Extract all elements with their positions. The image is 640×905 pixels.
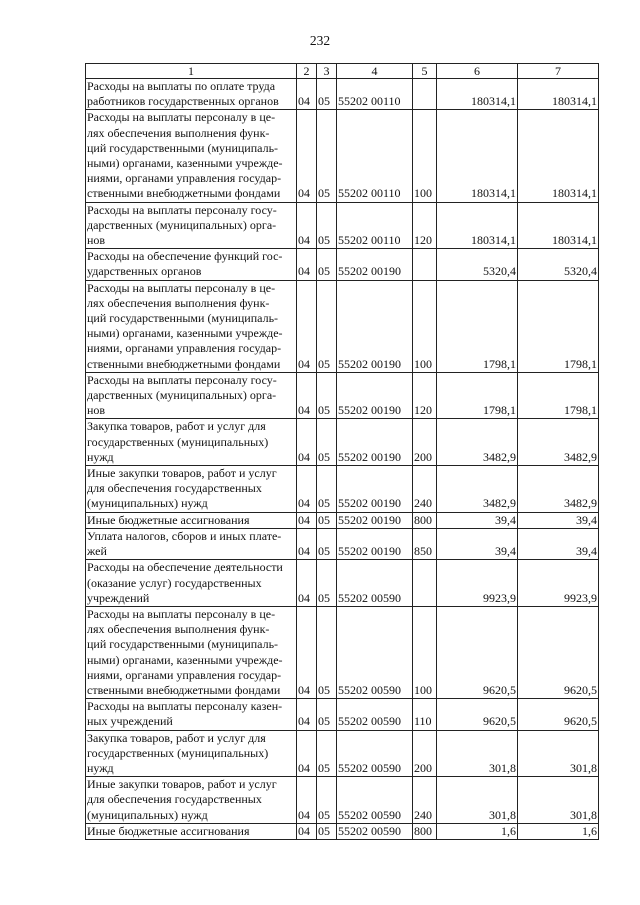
amount-cell: 39,4 <box>518 512 599 528</box>
amount-cell: 3482,9 <box>437 466 518 513</box>
row-name-line: Расходы на обеспечение деятельности <box>87 560 283 575</box>
table-row <box>86 280 599 372</box>
subsection-cell: 05 <box>317 606 337 698</box>
expense-type-cell: 100 <box>413 280 437 372</box>
amount-cell: 180314,1 <box>437 79 518 110</box>
subsection-cell: 05 <box>317 110 337 202</box>
row-name-line: лях обеспечения выполнения функ- <box>87 622 270 637</box>
section-cell: 04 <box>297 823 317 839</box>
row-name-line: ций государственными (муниципаль- <box>87 311 279 326</box>
amount-cell: 3482,9 <box>518 419 599 466</box>
amount-cell: 180314,1 <box>518 202 599 249</box>
amount-cell: 39,4 <box>518 528 599 559</box>
target-article-cell: 55202 00190 <box>337 466 413 513</box>
target-article-cell: 55202 00190 <box>337 280 413 372</box>
target-article-cell: 55202 00110 <box>337 79 413 110</box>
row-name-line: ций государственными (муниципаль- <box>87 637 279 652</box>
expense-type-cell: 120 <box>413 202 437 249</box>
amount-cell: 3482,9 <box>518 466 599 513</box>
target-article-cell: 55202 00190 <box>337 512 413 528</box>
row-name-line: ударственных органов <box>87 264 202 279</box>
table-row <box>86 606 599 698</box>
column-header: 7 <box>518 64 599 79</box>
row-name-line: Расходы на обеспечение функций гос- <box>87 249 283 264</box>
section-cell: 04 <box>297 699 317 730</box>
expense-type-cell: 240 <box>413 466 437 513</box>
row-name-line: Расходы на выплаты персоналу в це- <box>87 110 276 125</box>
amount-cell: 1798,1 <box>518 372 599 419</box>
row-name-line: дарственных (муниципальных) орга- <box>87 388 277 403</box>
row-name-line: Закупка товаров, работ и услуг для <box>87 419 266 434</box>
expense-type-cell: 800 <box>413 823 437 839</box>
column-header: 6 <box>437 64 518 79</box>
expense-type-cell: 100 <box>413 606 437 698</box>
expense-type-cell: 850 <box>413 528 437 559</box>
expense-type-cell: 240 <box>413 777 437 824</box>
row-name-line: нов <box>87 233 106 248</box>
row-name-line: ниями, органами управления государ- <box>87 341 282 356</box>
row-name-line: ниями, органами управления государ- <box>87 667 282 682</box>
table-row <box>86 419 599 466</box>
row-name-line: дарственных (муниципальных) орга- <box>87 217 277 232</box>
row-name-line: Иные закупки товаров, работ и услуг <box>87 466 277 481</box>
row-name-line: для обеспечения государственных <box>87 792 262 807</box>
amount-cell: 3482,9 <box>437 419 518 466</box>
target-article-cell: 55202 00590 <box>337 823 413 839</box>
row-name-line: Иные бюджетные ассигнования <box>87 823 250 838</box>
section-cell: 04 <box>297 777 317 824</box>
section-cell: 04 <box>297 79 317 110</box>
row-name-line: работников государственных органов <box>87 94 279 109</box>
section-cell: 04 <box>297 110 317 202</box>
budget-table <box>85 63 599 840</box>
table-row <box>86 372 599 419</box>
table-body <box>86 79 599 840</box>
row-name-cell <box>86 512 297 528</box>
amount-cell: 9923,9 <box>437 560 518 607</box>
amount-cell: 1,6 <box>437 823 518 839</box>
table-row <box>86 528 599 559</box>
row-name-line: ственными внебюджетными фондами <box>87 356 281 371</box>
row-name-line: для обеспечения государственных <box>87 481 262 496</box>
subsection-cell: 05 <box>317 699 337 730</box>
row-name-line: Расходы на выплаты персоналу госу- <box>87 372 277 387</box>
row-name-cell <box>86 699 297 730</box>
expense-type-cell: 800 <box>413 512 437 528</box>
row-name-line: жей <box>87 544 107 559</box>
target-article-cell: 55202 00590 <box>337 606 413 698</box>
amount-cell: 180314,1 <box>518 110 599 202</box>
section-cell: 04 <box>297 560 317 607</box>
expense-type-cell <box>413 560 437 607</box>
row-name-cell <box>86 372 297 419</box>
expense-type-cell: 200 <box>413 730 437 777</box>
amount-cell: 301,8 <box>518 777 599 824</box>
row-name-line: Расходы на выплаты персоналу казен- <box>87 699 283 714</box>
table-row <box>86 202 599 249</box>
subsection-cell: 05 <box>317 730 337 777</box>
row-name-cell <box>86 730 297 777</box>
section-cell: 04 <box>297 606 317 698</box>
amount-cell: 39,4 <box>437 528 518 559</box>
expense-type-cell: 100 <box>413 110 437 202</box>
section-cell: 04 <box>297 249 317 280</box>
section-cell: 04 <box>297 280 317 372</box>
table-row <box>86 249 599 280</box>
row-name-line: Закупка товаров, работ и услуг для <box>87 730 266 745</box>
row-name-line: Иные бюджетные ассигнования <box>87 512 250 527</box>
amount-cell: 9620,5 <box>437 606 518 698</box>
table-header-row <box>86 64 599 79</box>
amount-cell: 39,4 <box>437 512 518 528</box>
target-article-cell: 55202 00110 <box>337 202 413 249</box>
table-row <box>86 777 599 824</box>
amount-cell: 1798,1 <box>437 280 518 372</box>
amount-cell: 5320,4 <box>518 249 599 280</box>
amount-cell: 1,6 <box>518 823 599 839</box>
target-article-cell: 55202 00590 <box>337 699 413 730</box>
amount-cell: 9620,5 <box>518 699 599 730</box>
row-name-cell <box>86 249 297 280</box>
section-cell: 04 <box>297 512 317 528</box>
expense-type-cell: 200 <box>413 419 437 466</box>
amount-cell: 180314,1 <box>437 110 518 202</box>
row-name-cell <box>86 79 297 110</box>
row-name-line: ций государственными (муниципаль- <box>87 140 279 155</box>
subsection-cell: 05 <box>317 512 337 528</box>
row-name-line: лях обеспечения выполнения функ- <box>87 295 270 310</box>
row-name-line: нов <box>87 403 106 418</box>
row-name-line: (муниципальных) нужд <box>87 807 208 822</box>
amount-cell: 180314,1 <box>437 202 518 249</box>
row-name-line: Расходы на выплаты персоналу в це- <box>87 606 276 621</box>
table-row <box>86 699 599 730</box>
row-name-line: ных учреждений <box>87 714 173 729</box>
column-header: 4 <box>337 64 413 79</box>
row-name-line: Иные закупки товаров, работ и услуг <box>87 777 277 792</box>
amount-cell: 9923,9 <box>518 560 599 607</box>
row-name-cell <box>86 419 297 466</box>
subsection-cell: 05 <box>317 202 337 249</box>
amount-cell: 9620,5 <box>437 699 518 730</box>
subsection-cell: 05 <box>317 528 337 559</box>
target-article-cell: 55202 00190 <box>337 528 413 559</box>
row-name-cell <box>86 560 297 607</box>
row-name-line: Расходы на выплаты персоналу в це- <box>87 280 276 295</box>
row-name-cell <box>86 777 297 824</box>
page-number: 232 <box>309 33 331 48</box>
amount-cell: 1798,1 <box>518 280 599 372</box>
row-name-line: нужд <box>87 760 114 775</box>
table-row <box>86 512 599 528</box>
table-row <box>86 110 599 202</box>
row-name-cell <box>86 202 297 249</box>
subsection-cell: 05 <box>317 419 337 466</box>
target-article-cell: 55202 00590 <box>337 560 413 607</box>
expense-type-cell: 120 <box>413 372 437 419</box>
row-name-line: ниями, органами управления государ- <box>87 171 282 186</box>
row-name-line: ными) органами, казенными учрежде- <box>87 652 283 667</box>
section-cell: 04 <box>297 466 317 513</box>
expense-type-cell <box>413 249 437 280</box>
row-name-line: ными) органами, казенными учрежде- <box>87 326 283 341</box>
row-name-line: Уплата налогов, сборов и иных плате- <box>87 528 282 543</box>
table-row <box>86 730 599 777</box>
row-name-line: государственных (муниципальных) <box>87 745 269 760</box>
expense-type-cell <box>413 79 437 110</box>
subsection-cell: 05 <box>317 249 337 280</box>
amount-cell: 180314,1 <box>518 79 599 110</box>
column-header: 3 <box>317 64 337 79</box>
row-name-line: Расходы на выплаты по оплате труда <box>87 79 276 93</box>
row-name-cell <box>86 110 297 202</box>
section-cell: 04 <box>297 202 317 249</box>
subsection-cell: 05 <box>317 823 337 839</box>
column-header: 1 <box>86 64 297 79</box>
expense-type-cell: 110 <box>413 699 437 730</box>
row-name-line: ственными внебюджетными фондами <box>87 682 281 697</box>
row-name-line: учреждений <box>87 590 150 605</box>
row-name-line: государственных (муниципальных) <box>87 434 269 449</box>
amount-cell: 5320,4 <box>437 249 518 280</box>
target-article-cell: 55202 00190 <box>337 372 413 419</box>
row-name-cell <box>86 280 297 372</box>
row-name-cell <box>86 823 297 839</box>
target-article-cell: 55202 00110 <box>337 110 413 202</box>
row-name-cell <box>86 606 297 698</box>
subsection-cell: 05 <box>317 79 337 110</box>
subsection-cell: 05 <box>317 280 337 372</box>
row-name-line: (муниципальных) нужд <box>87 496 208 511</box>
row-name-line: нужд <box>87 449 114 464</box>
target-article-cell: 55202 00590 <box>337 777 413 824</box>
row-name-line: ными) органами, казенными учрежде- <box>87 156 283 171</box>
amount-cell: 9620,5 <box>518 606 599 698</box>
table-row <box>86 466 599 513</box>
row-name-cell <box>86 528 297 559</box>
table-row <box>86 560 599 607</box>
table-row <box>86 79 599 110</box>
section-cell: 04 <box>297 372 317 419</box>
row-name-cell <box>86 466 297 513</box>
subsection-cell: 05 <box>317 777 337 824</box>
column-header: 5 <box>413 64 437 79</box>
target-article-cell: 55202 00190 <box>337 419 413 466</box>
subsection-cell: 05 <box>317 560 337 607</box>
section-cell: 04 <box>297 528 317 559</box>
row-name-line: лях обеспечения выполнения функ- <box>87 125 270 140</box>
row-name-line: Расходы на выплаты персоналу госу- <box>87 202 277 217</box>
subsection-cell: 05 <box>317 372 337 419</box>
amount-cell: 301,8 <box>437 777 518 824</box>
row-name-line: (оказание услуг) государственных <box>87 575 262 590</box>
target-article-cell: 55202 00190 <box>337 249 413 280</box>
section-cell: 04 <box>297 730 317 777</box>
amount-cell: 301,8 <box>437 730 518 777</box>
subsection-cell: 05 <box>317 466 337 513</box>
amount-cell: 1798,1 <box>437 372 518 419</box>
column-header: 2 <box>297 64 317 79</box>
row-name-line: ственными внебюджетными фондами <box>87 186 281 201</box>
amount-cell: 301,8 <box>518 730 599 777</box>
table-row <box>86 823 599 839</box>
section-cell: 04 <box>297 419 317 466</box>
target-article-cell: 55202 00590 <box>337 730 413 777</box>
